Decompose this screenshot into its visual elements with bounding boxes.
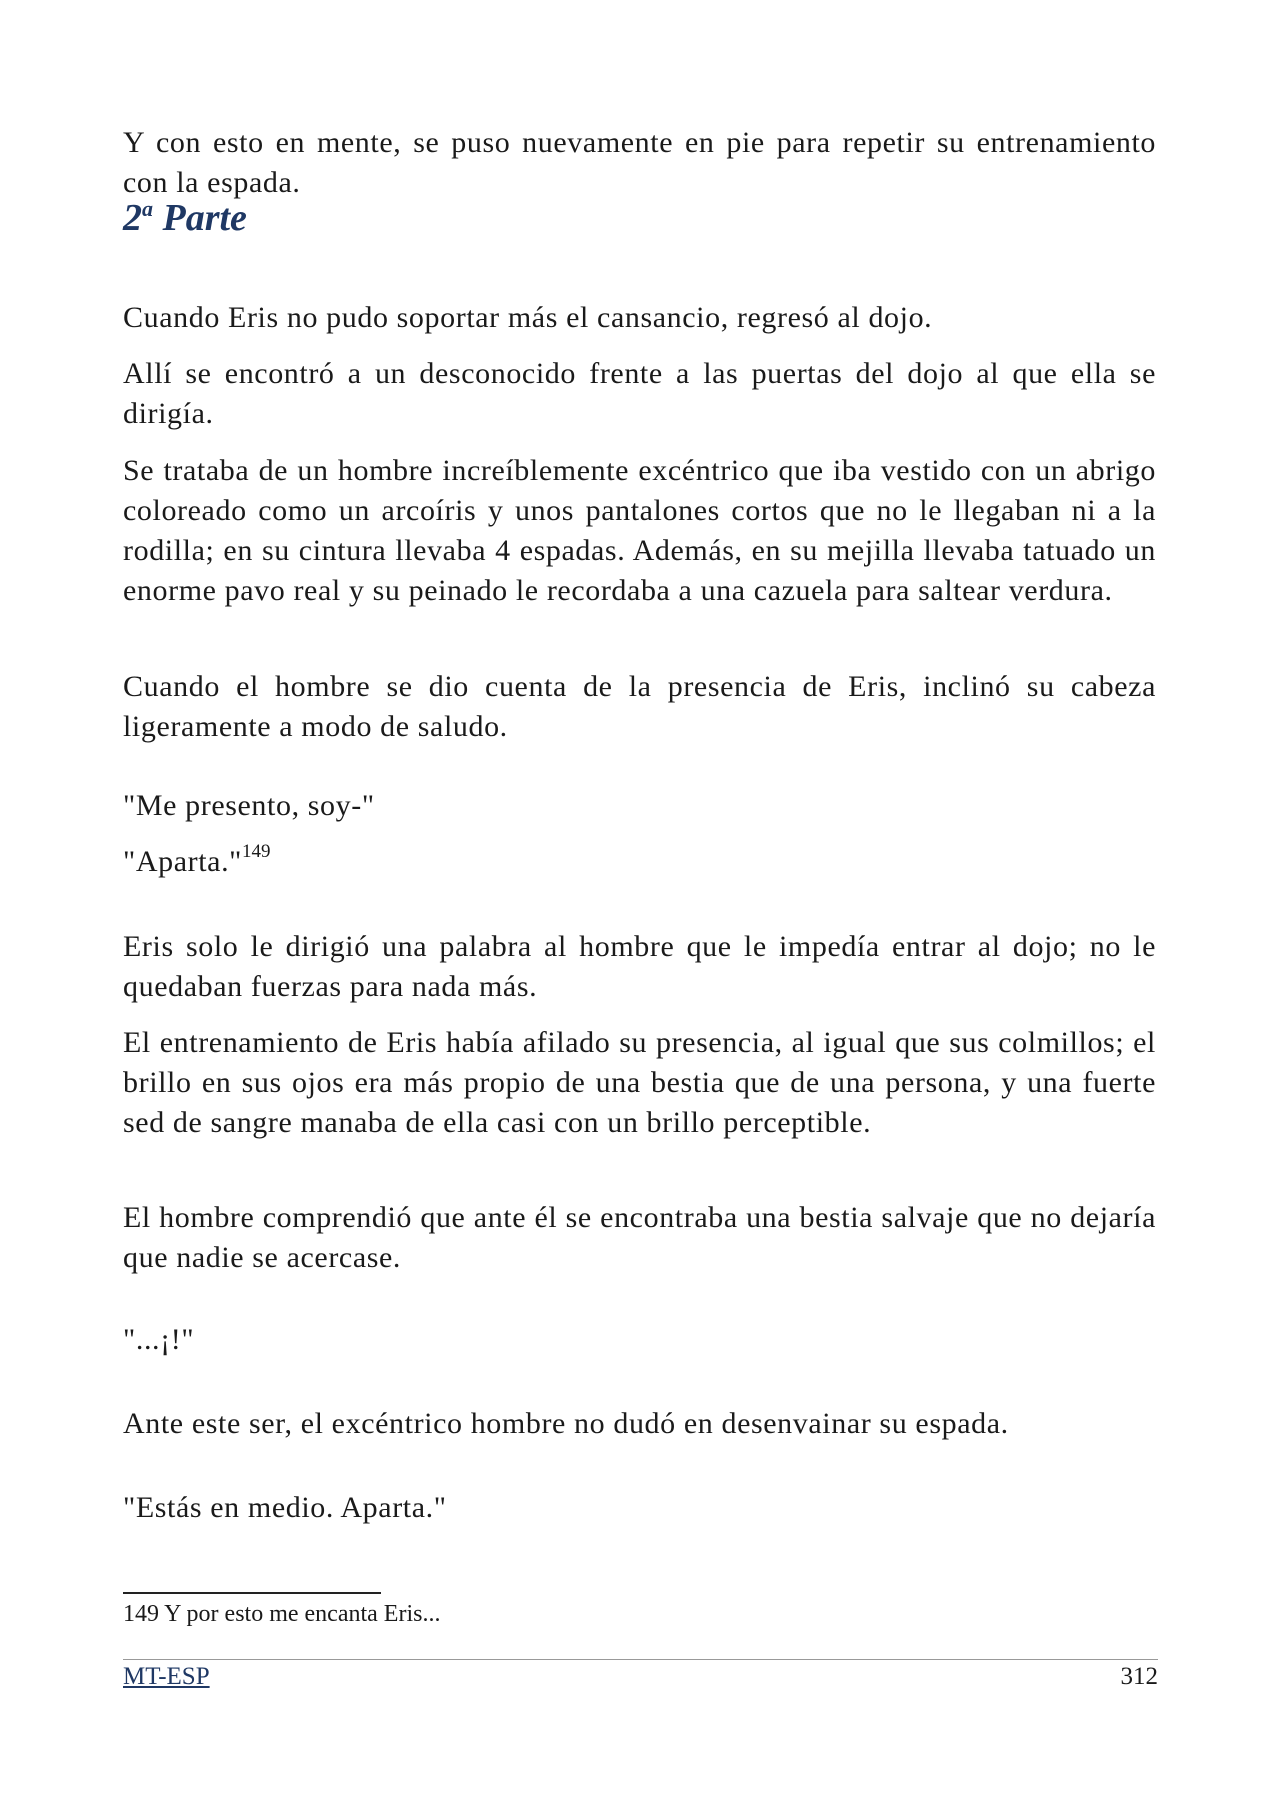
dialogue-line: "Estás en medio. Aparta." [123,1491,447,1524]
paragraph: El entrenamiento de Eris había afilado su presencia, al igual que sus colmillos; el brillo en sus ojos era más propio de una bestia que de una persona, y una fuerte sed de sangre manaba de ella casi con un brillo perceptible. [123,1026,1156,1139]
footnote-text: 149 Y por esto me encanta Eris... [123,1601,441,1627]
dialogue-line: "Me presento, soy-" [123,789,375,822]
paragraph: Ante este ser, el excéntrico hombre no dudó en desenvainar su espada. [123,1407,1009,1440]
paragraph: Se trataba de un hombre increíblemente excéntrico que iba vestido con un abrigo coloreado como un arcoíris y unos pantalones cortos que no le llegaban ni a la rodilla; en su cintura llevaba 4 espadas. Además, en su mejilla llevaba tatuado un enorme pavo real y su peinado le recordaba a una cazuela para saltear verdura. [123,454,1156,607]
paragraph: Cuando el hombre se dio cuenta de la presencia de Eris, inclinó su cabeza ligeramente a modo de saludo. [123,670,1156,743]
paragraph: Cuando Eris no pudo soportar más el cansancio, regresó al dojo. [123,301,933,334]
paragraph: Eris solo le dirigió una palabra al hombre que le impedía entrar al dojo; no le quedaban fuerzas para nada más. [123,930,1156,1003]
section-number: 2 [123,197,142,239]
dialogue-line [123,842,1156,882]
section-heading [123,196,247,240]
footnote-separator [123,1592,381,1594]
paragraph: El hombre comprendió que ante él se encontraba una bestia salvaje que no dejaría que nadie se acercase. [123,1201,1156,1274]
section-ordinal: a [142,196,153,221]
dialogue-line: "...¡!" [123,1323,195,1356]
section-word: Parte [162,197,247,239]
footnote-reference[interactable]: 149 [242,841,271,862]
paragraph: Y con esto en mente, se puso nuevamente en pie para repetir su entrenamiento con la espada. [123,126,1156,199]
footer-divider [123,1659,1158,1660]
footer-link[interactable]: MT-ESP [123,1663,210,1690]
paragraph: Allí se encontró a un desconocido frente a las puertas del dojo al que ella se dirigía. [123,357,1156,430]
dialogue-text: "Aparta." [123,845,243,878]
page-number: 312 [1120,1663,1158,1690]
